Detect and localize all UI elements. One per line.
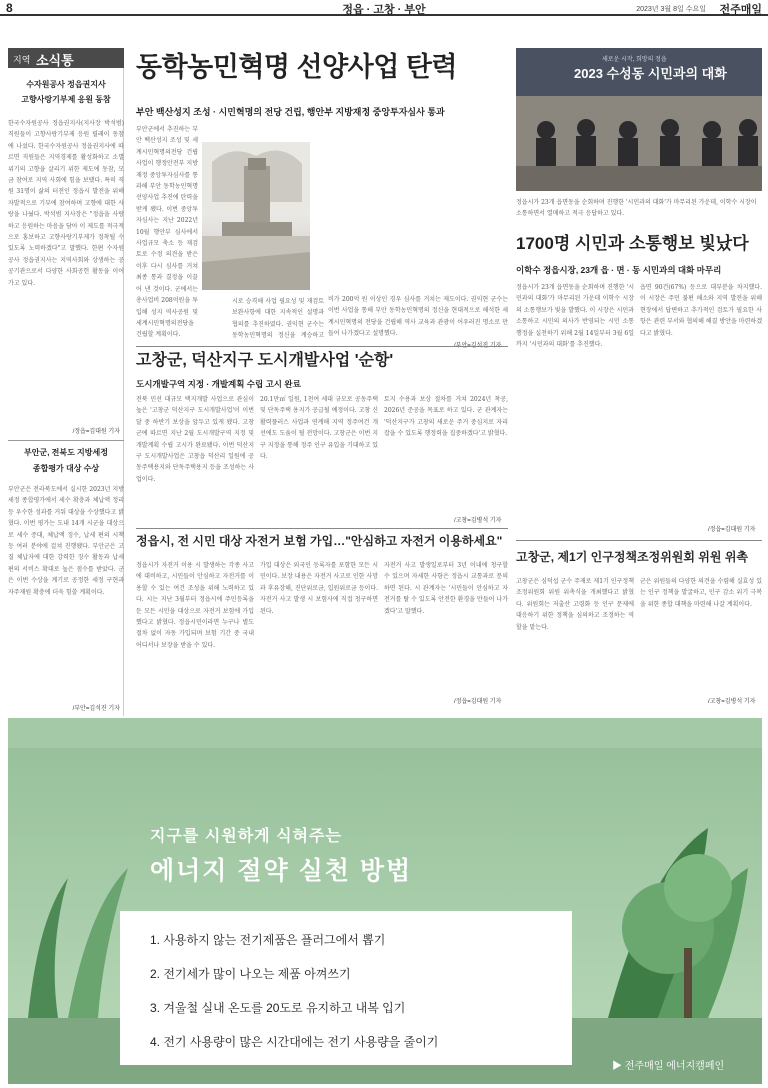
- lead-photo-monument: [202, 142, 310, 290]
- right-photo-caption: 정읍시가 23개 읍면동을 순회하며 진행한 '시민과의 대화'가 마무리된 가운데, 이학수 시장이 소통하면서 열매하고 적극 응답하고 있다.: [516, 199, 757, 217]
- middle-body-col2: 20.1만㎡ 일원, 1천여 세대 규모로 공동주택 및 단독주택 용지가 공급될 예정이다. 고창 신활력플러스 사업과 연계해 지역 정주여건 개선에도 도움이 될 전망이다. 고창군은 이번 지구 지정을 통해 정주 인구 유입을 기대하고 있다.: [260, 396, 378, 461]
- bottom-headline: 정읍시, 전 시민 대상 자전거 보험 가입…"안심하고 자전거 이용하세요": [136, 534, 503, 548]
- bottom-body-col2: 가입 대상은 외국인 등록자를 포함한 모든 시민이다. 보장 내용은 자전거 사고로 인한 사망과 후유장해, 진단위로금, 입원위로금 등이다. 자전거 사고 발생 시 보험사에 직접 청구하면 된다.: [260, 562, 378, 615]
- ad-headline-small: 지구를 시원하게 식혀주는: [150, 828, 342, 845]
- page-header: [0, 0, 768, 16]
- side-item1-body: 한국수자원공사 정읍권지사(지사장 박석범) 직원들이 고향사랑기부제 응원 릴레이 동참에 나섰다. 한국수자원공사 정읍권지사에 따르면 직원들은 지역경제를 활성화하고 소멸 위기의 고향을 살리기 위한 제도에 동참, 모금 참여로 지역 사회에 힘을 보탰다. 특히 직원 31명이 삶의 터전인 정읍시 발전을 위해 자발적으로 기부에 참여하며 고향에 대한 사랑을 나눴다. 박석범 지사장은 "정읍을 사랑하고 응원하는 마음을 담아 이 제도를 적극적으로 홍보하고 고향사랑기부제가 정착될 수 있도록 노력하겠다"고 말했다. 한편 수자원공사 정읍권지사는 지역사회와 상생하는 공공기관으로서 다양한 사회공헌 활동을 이어가고 있다.: [8, 120, 124, 287]
- side-divider: [8, 440, 124, 441]
- side-tag-title: 소식통: [36, 53, 74, 68]
- bottom-top-rule: [136, 528, 508, 529]
- energy-campaign-ad: [8, 718, 762, 1084]
- lead-body-col3: 비가 200억 원 이상인 경우 심사를 거치는 제도이다. 권익현 군수는 이번 사업을 통해 부안 동학농민혁명의 정신을 현대적으로 해석한 세계시민혁명의 전당을 건립해 역사 교육과 관광이 어우러진 명소로 만들어 나가겠다고 설명했다.: [328, 296, 508, 338]
- ad-tip-4: 4. 전기 사용량이 많은 시간대에는 전기 사용량을 줄이기: [150, 1035, 439, 1049]
- right-byline: /정읍=김대원 기자: [708, 527, 756, 533]
- right-second-body-col1: 고창군은 심덕섭 군수 주재로 제1기 인구정책조정위원회 위원 위촉식을 개최했다고 밝혔다. 위원회는 저출산 고령화 등 인구 문제에 대응하기 위한 정책을 심의하고 조정하는 역할을 맡는다.: [516, 578, 634, 631]
- middle-body-col3: 토지 수용과 보상 절차를 거쳐 2024년 착공, 2026년 준공을 목표로 하고 있다. 군 관계자는 '덕산지구가 고창의 새로운 주거 중심지로 자리잡을 수 있도록 행정력을 집중하겠다'고 밝혔다.: [384, 396, 508, 438]
- middle-top-rule: [136, 346, 508, 347]
- lead-body-col2: 시로 승격해 사업 필요성 및 재검토 보완사항에 대한 지속적인 설명과 협의를 추진하였다. 권익현 군수는 동학농민혁명의 정신을 계승하고: [232, 298, 324, 340]
- side-item2-headline1: 부안군, 전북도 지방세정: [24, 448, 108, 457]
- right-second-body-col2: 군은 위원들의 다양한 의견을 수렴해 실효성 있는 인구 정책을 발굴하고, 인구 감소 위기 극복을 위한 종합 대책을 마련해 나갈 계획이다.: [640, 578, 762, 608]
- right-second-headline: 고창군, 제1기 인구정책조정위원회 위원 위촉: [516, 550, 749, 564]
- photo-banner-title: 2023 수성동 시민과의 대화: [574, 66, 727, 81]
- side-item1-headline2: 고향사랑기부제 응원 동참: [21, 95, 111, 104]
- middle-subheadline: 도시개발구역 지정 · 개발계획 수립 고시 완료: [136, 379, 301, 389]
- bottom-body-col3: 자전거 사고 발생일로부터 3년 이내에 청구할 수 있으며 자세한 사항은 정읍시 교통과로 문의하면 된다. 시 관계자는 '시민들이 안심하고 자전거를 탈 수 있도록 안전한 환경을 만들어 나가겠다'고 말했다.: [384, 562, 508, 615]
- right-mid-rule: [516, 540, 762, 541]
- section-title: 정읍 · 고창 · 부안: [342, 4, 426, 16]
- ad-tip-2: 2. 전기세가 많이 나오는 제품 아껴쓰기: [150, 967, 351, 981]
- ad-tips-box: [120, 911, 572, 1065]
- right-photo-event: [516, 48, 762, 191]
- middle-body-col1: 전북 민선 대규모 택지개발 사업으로 관심이 높은 '고창군 덕산지구 도시개발사업'이 이번달 중 하반기 보상을 앞두고 있게 됐다. 고창군에 따르면 지난 2월 도시개발구역 지정 및 개발계획 수립 고시가 완료됐다. 이번 덕산지구 도시개발사업은 고창읍 덕산리 일원에 공동주택용지와 단독주택용지 등을 조성하는 사업이다.: [136, 396, 254, 483]
- ad-tip-3: 3. 겨울철 실내 온도를 20도로 유지하고 내복 입기: [150, 1001, 406, 1015]
- middle-headline: 고창군, 덕산지구 도시개발사업 '순항': [136, 352, 394, 369]
- issue-date: 2023년 3월 8일 수요일: [636, 6, 706, 13]
- page-number: 8: [6, 1, 13, 15]
- side-section-tag: [8, 48, 124, 68]
- lead-headline: 동학농민혁명 선양사업 탄력: [136, 52, 457, 82]
- newspaper-brand: 전주매일: [719, 4, 762, 16]
- right-headline: 1700명 시민과 소통행보 빛났다: [516, 234, 749, 253]
- ad-headline-large: 에너지 절약 실천 방법: [150, 857, 413, 885]
- lead-subheadline: 부안 백산성지 조성 · 시민혁명의 전당 건립, 행안부 지방재정 중앙투자심사 통과: [136, 107, 445, 117]
- side-item2-headline2: 종합평가 대상 수상: [32, 464, 100, 473]
- right-subheadline: 이학수 정읍시장, 23개 읍 · 면 · 동 시민과의 대화 마무리: [516, 265, 722, 275]
- side-item1-headline1: 수자원공사 정읍권지사: [26, 80, 106, 89]
- bottom-byline: /정읍=김대원 기자: [454, 699, 502, 705]
- side-item1-byline: /정읍=김대원 기자: [72, 429, 120, 435]
- side-item2-byline: /부안=김석진 기자: [72, 706, 120, 712]
- bottom-body-col1: 정읍시가 자전거 이용 시 발생하는 각종 사고에 대비하고, 시민들이 안심하고 자전거를 이용할 수 있는 여건 조성을 위해 노력하고 있다. 시는 지난 3월부터 정읍시에 주민등록을 둔 모든 시민을 대상으로 자전거 보험에 가입했다고 밝혔다. 정읍시민이라면 누구나 별도 절차 없이 자동 가입되며 보험 기간 중 국내 어디서나 보장을 받을 수 있다.: [136, 562, 254, 649]
- right-body-col2: 읍면 90건(67%) 등으로 대부분을 차지했다. 이 시장은 주민 불편 해소와 지역 발전을 위해 현장에서 답변하고 추가적인 검토가 필요한 사항은 관련 부서와 협의해 해결 방안을 마련하겠다고 밝혔다.: [640, 284, 762, 337]
- lead-byline: /부안=김석진 기자: [454, 343, 502, 349]
- lead-body-col1: 부안군에서 추진하는 부안 백산성지 조성 및 세계시민혁명의전당 건립사업이 행정안전부 지방재정 중앙투자심사를 통과해 부안 동학농민혁명 선양사업 추진에 탄력을 받게 됐다. 이번 중앙투자심사는 지난 2022년 10월 행안부 심사에서 사업규모 축소 등 재검토로 수정 의견을 받은 이후 다시 심사를 거쳐 최종 통과 결정을 이끌어 낸 것이다. 군에서는 총사업비 208억원을 투입해 성지 역사공원 및 세계시민혁명의전당을 건립할 계획이다.: [136, 126, 198, 338]
- right-body-col1: 정읍시가 23개 읍면동을 순회하며 진행한 '시민과의 대화'가 마무리된 가운데 이학수 시장의 소통행보가 빛을 발했다. 이 시장은 시민과 소통하고 시민의 의사가 반영되는 시민 소통행정을 실천하기 위해 2월 14일부터 3월 6일까지 '시민과의 대화'를 추진했다.: [516, 284, 634, 349]
- ad-tip-1: 1. 사용하지 않는 전기제품은 플러그에서 뽑기: [150, 933, 386, 947]
- side-tag-small: 지역: [13, 55, 31, 65]
- middle-byline: /고창=김병석 기자: [454, 518, 502, 524]
- photo-banner-small: 새로운 시작, 희망의 정읍: [602, 57, 667, 63]
- side-news-column: [8, 48, 124, 716]
- side-item2-body: 부안군은 전라북도에서 실시한 2023년 지방세정 종합평가에서 세수 확충과 체납액 정리 등 우수한 성과를 거둬 대상을 수상했다고 밝혔다. 이번 평가는 도내 14개 시군을 대상으로 세수 증대, 체납액 징수, 납세 편의 시책 등 여러 분야에 걸쳐 진행됐다. 부안군은 고질 체납자에 대한 강력한 징수 활동과 납세 편의 서비스 확대로 높은 점수를 받았다. 군은 이번 수상을 계기로 공정한 세정 구현과 자주재원 확충에 더욱 힘쓸 계획이다.: [8, 486, 124, 596]
- right-second-byline: /고창=김병석 기자: [708, 699, 756, 705]
- ad-campaign-footer: ▶ 전주매일 에너지캠페인: [612, 1061, 725, 1072]
